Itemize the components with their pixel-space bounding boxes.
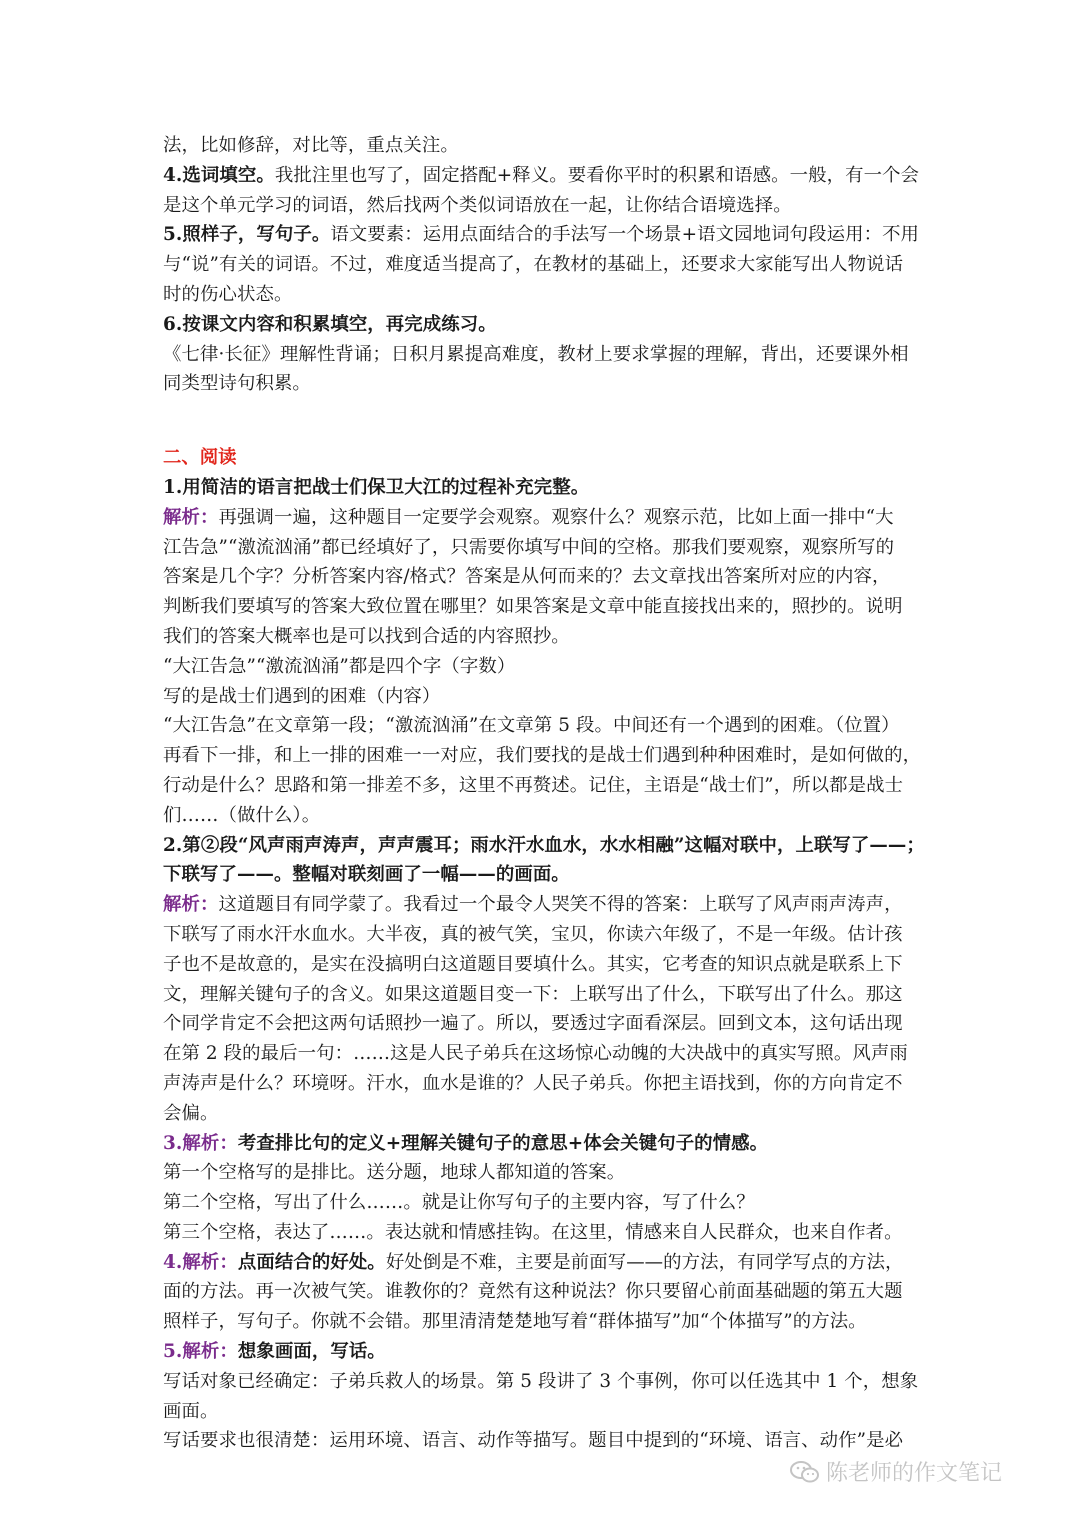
question-title: 5.照样子，写句子。 — [163, 224, 331, 246]
text-line: 再看下一排，和上一排的困难一一对应，我们要找的是战士们遇到种种困难时，是如何做的， — [163, 745, 922, 767]
text-line: 照样子，写句子。你就不会错。那里清清楚楚地写着“群体描写”加“个体描写”的方法。 — [163, 1311, 867, 1333]
text-line: 会偏。 — [163, 1102, 219, 1124]
text-line: 子也不是故意的，是实在没搞明白这道题目要填什么。其实，它考查的知识点就是联系上下 — [163, 953, 903, 975]
question-text: 我批注里也写了，固定搭配+释义。要看你平时的积累和语感。一般，有一个会 — [274, 164, 920, 186]
text-line: 写话对象已经确定：子弟兵救人的场景。第 5 段讲了 3 个事例，你可以任选其中 1 个，想象 — [163, 1370, 919, 1392]
section-spacer — [163, 399, 923, 443]
text-line: 在第 2 段的最后一句：……这是人民子弟兵在这场惊心动魄的大决战中的真实写照。风声雨 — [163, 1043, 908, 1065]
watermark — [790, 1456, 1002, 1487]
text-line: 写话要求也很清楚：运用环境、语言、动作等描写。题目中提到的“环境、语言、动作”是必 — [163, 1430, 904, 1452]
question-title: 考查排比句的定义+理解关键句子的意思+体会关键句子的情感。 — [237, 1132, 769, 1154]
analysis-label: 4.解析： — [163, 1251, 238, 1273]
question-title: 1.用简洁的语言把战士们保卫大江的过程补充完整。 — [163, 476, 590, 498]
text-line — [163, 1248, 923, 1278]
analysis-label: 3.解析： — [163, 1132, 238, 1154]
document-body — [163, 131, 923, 1456]
question-text: 语文要素：运用点面结合的手法写一个场景+语文园地词句段运用：不用 — [330, 224, 920, 246]
text-line — [163, 220, 923, 250]
text-line: 下联写了雨水汗水血水。大半夜，真的被气笑，宝贝，你读六年级了，不是一年级。估计孩 — [163, 923, 903, 945]
section-heading: 二、阅读 — [163, 447, 237, 469]
text-line — [163, 161, 923, 191]
text-line: 行动是什么？思路和第一排差不多，这里不再赘述。记住，主语是“战士们”，所以都是战士 — [163, 774, 904, 796]
analysis-text: 这道题目有同学蒙了。我看过一个最令人哭笑不得的答案：上联写了风声雨声涛声， — [218, 894, 903, 916]
text-line — [163, 890, 923, 920]
text-line: 《七律·长征》理解性背诵；日积月累提高难度，教材上要求掌握的理解，背出，还要课外相 — [163, 343, 909, 365]
text-line: 写的是战士们遇到的困难（内容） — [163, 685, 441, 707]
text-line: 与“说”有关的词语。不过，难度适当提高了，在教材的基础上，还要求大家能写出人物说话 — [163, 254, 904, 276]
text-line — [163, 1129, 923, 1159]
text-line: 江告急”“激流汹涌”都已经填好了，只需要你填写中间的空格。那我们要观察，观察所写的 — [163, 536, 895, 558]
text-line: 面的方法。再一次被气笑。谁教你的？竟然有这种说法？你只要留心前面基础题的第五大题 — [163, 1281, 903, 1303]
text-line: 答案是几个字？分析答案内容/格式？答案是从何而来的？去文章找出答案所对应的内容， — [163, 566, 891, 588]
text-line: 时的伤心状态。 — [163, 283, 293, 305]
text-line: 个同学肯定不会把这两句话照抄一遍了。所以，要透过字面看深层。回到文本，这句话出现 — [163, 1013, 903, 1035]
text-line: 文，理解关键句子的含义。如果这道题目变一下：上联写出了什么，下联写出了什么。那这 — [163, 983, 903, 1005]
text-line — [163, 503, 923, 533]
text-line: 画面。 — [163, 1400, 219, 1422]
question-title: 下联写了——。整幅对联刻画了一幅——的画面。 — [163, 864, 570, 886]
text-line: 们……（做什么）。 — [163, 804, 321, 826]
question-title: 想象画面，写话。 — [237, 1341, 386, 1363]
text-line: 判断我们要填写的答案大致位置在哪里？如果答案是文章中能直接找出来的，照抄的。说明 — [163, 596, 903, 618]
question-title: 点面结合的好处。 — [237, 1251, 386, 1273]
text-line: 第二个空格，写出了什么……。就是让你写句子的主要内容，写了什么？ — [163, 1192, 755, 1214]
analysis-text: 好处倒是不难，主要是前面写——的方法，有同学写点的方法， — [385, 1251, 904, 1273]
analysis-label: 解析： — [163, 894, 219, 916]
text-line: 第三个空格，表达了……。表达就和情感挂钩。在这里，情感来自人民群众，也来自作者。 — [163, 1221, 903, 1243]
question-title: 6.按课文内容和积累填空，再完成练习。 — [163, 313, 497, 335]
text-line: 第一个空格写的是排比。送分题，地球人都知道的答案。 — [163, 1162, 626, 1184]
text-line: 声涛声是什么？环境呀。汗水，血水是谁的？人民子弟兵。你把主语找到，你的方向肯定不 — [163, 1072, 903, 1094]
text-line: 是这个单元学习的词语，然后找两个类似词语放在一起，让你结合语境选择。 — [163, 194, 792, 216]
text-line: “大江告急”在文章第一段；“激流汹涌”在文章第 5 段。中间还有一个遇到的困难。（位置） — [163, 715, 900, 737]
question-title: 4.选词填空。 — [163, 164, 275, 186]
analysis-label: 解析： — [163, 506, 219, 528]
text-line — [163, 1337, 923, 1367]
question-title: 2.第②段“风声雨声涛声，声声震耳；雨水汗水血水，水水相融”这幅对联中，上联写了——； — [163, 834, 925, 856]
text-line: 同类型诗句积累。 — [163, 373, 311, 395]
text-line: 法，比如修辞，对比等，重点关注。 — [163, 135, 459, 156]
watermark-text: 陈老师的作文笔记 — [826, 1461, 1003, 1486]
text-line: “大江告急”“激流汹涌”都是四个字（字数） — [163, 655, 516, 677]
wechat-icon — [790, 1460, 820, 1484]
text-line: 我们的答案大概率也是可以找到合适的内容照抄。 — [163, 625, 570, 647]
analysis-text: 再强调一遍，这种题目一定要学会观察。观察什么？观察示范，比如上面一排中“大 — [218, 506, 894, 528]
analysis-label: 5.解析： — [163, 1341, 238, 1363]
